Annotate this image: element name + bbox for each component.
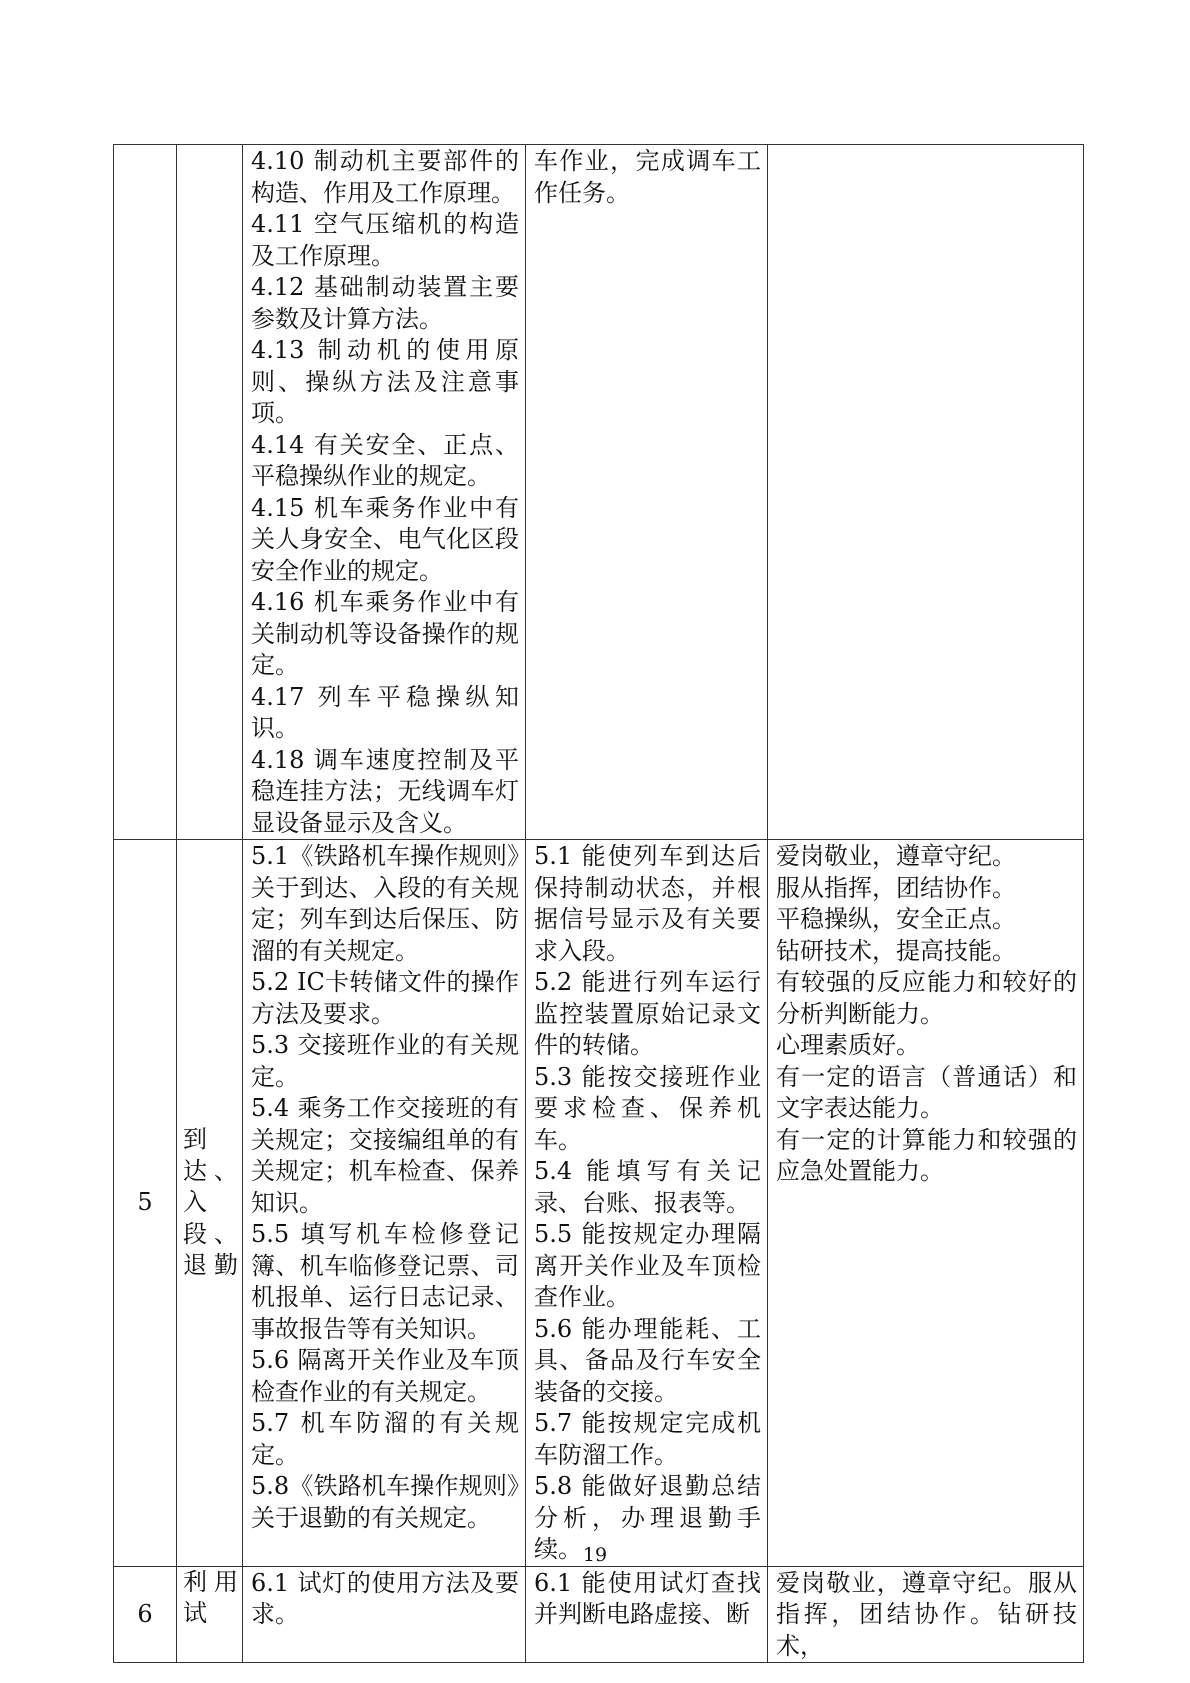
list-item: 平稳操纵，安全正点。: [776, 905, 1016, 933]
knowledge-cell: [243, 840, 526, 1567]
list-item: 爱岗敬业，遵章守纪。服从指挥，团结协作。钻研技术，: [776, 1568, 1077, 1660]
table-row: [114, 840, 1084, 1567]
list-item: 服从指挥，团结协作。: [776, 873, 1016, 902]
list-item: 5.4 能填写有关记录、台账、报表等。: [534, 1157, 761, 1217]
list-item: 5.5 填写机车检修登记簿、机车临修登记票、司机报单、运行日志记录、事故报告等有关知识。: [251, 1220, 519, 1343]
list-item: 5.5 能按规定办理隔离开关作业及车顶检查作业。: [534, 1220, 761, 1311]
list-item: 5.1 能使列车到达后保持制动状态，并根据信号显示及有关要求入段。: [534, 842, 761, 965]
work-module: 到达、入段、退勤: [177, 840, 243, 1567]
list-item: 4.12 基础制动装置主要参数及计算方法。: [251, 273, 519, 333]
row-number: [114, 145, 177, 840]
table-row: [114, 145, 1084, 840]
list-item: 4.13 制动机的使用原则、操纵方法及注意事项。: [251, 336, 519, 427]
list-item: 4.16 机车乘务作业中有关制动机等设备操作的规定。: [251, 588, 519, 679]
list-item: 有一定的计算能力和较强的应急处置能力。: [776, 1125, 1077, 1185]
standards-table: [113, 144, 1084, 1663]
skills-cell: [526, 145, 768, 840]
list-item: 5.3 能按交接班作业要求检查、保养机车。: [534, 1062, 761, 1154]
knowledge-cell: [243, 1566, 526, 1663]
list-item: 钻研技术，提高技能。: [776, 936, 1016, 965]
skills-cell: [526, 1566, 768, 1663]
row-number: 6: [114, 1566, 177, 1663]
list-item: 4.15 机车乘务作业中有关人身安全、电气化区段安全作业的规定。: [251, 493, 519, 585]
list-item: 5.2 IC卡转储文件的操作方法及要求。: [251, 968, 519, 1028]
list-item: 4.10 制动机主要部件的构造、作用及工作原理。: [251, 147, 519, 207]
list-item: 4.14 有关安全、正点、平稳操纵作业的规定。: [251, 430, 519, 490]
list-item: 5.6 隔离开关作业及车顶检查作业的有关规定。: [251, 1346, 519, 1406]
list-item: 4.18 调车速度控制及平稳连挂方法；无线调车灯显设备显示及含义。: [251, 745, 519, 837]
list-item: 5.7 机车防溜的有关规定。: [251, 1409, 519, 1469]
list-item: 5.6 能办理能耗、工具、备品及行车安全装备的交接。: [534, 1314, 761, 1406]
list-item: 5.7 能按规定完成机车防溜工作。: [534, 1409, 761, 1469]
quality-cell: [768, 840, 1084, 1567]
skills-cell: [526, 840, 768, 1567]
list-item: 心理素质好。: [776, 1031, 920, 1059]
list-item: 4.17 列车平稳操纵知识。: [251, 682, 519, 742]
list-item: 5.3 交接班作业的有关规定。: [251, 1031, 519, 1091]
work-module: [177, 145, 243, 840]
list-item: 5.2 能进行列车运行监控装置原始记录文件的转储。: [534, 968, 761, 1059]
table-row: [114, 1566, 1084, 1663]
list-item: 有较强的反应能力和较好的分析判断能力。: [776, 968, 1077, 1028]
knowledge-cell: [243, 145, 526, 840]
page-number: 19: [582, 1544, 608, 1566]
list-item: 5.1《铁路机车操作规则》关于到达、入段的有关规定；列车到达后保压、防溜的有关规定。: [251, 842, 519, 965]
list-item: 4.11 空气压缩机的构造及工作原理。: [251, 210, 519, 270]
row-number: 5: [114, 840, 177, 1567]
work-module: 利用试: [177, 1566, 243, 1663]
list-item: 有一定的语言（普通话）和文字表达能力。: [776, 1062, 1077, 1122]
list-item: 5.4 乘务工作交接班的有关规定；交接编组单的有关规定；机车检查、保养知识。: [251, 1094, 519, 1217]
list-item: 6.1 能使用试灯查找并判断电路虚接、断: [534, 1568, 761, 1628]
quality-cell: [768, 145, 1084, 840]
list-item: 车作业，完成调车工作任务。: [534, 147, 761, 207]
list-item: 5.8 能做好退勤总结分析，办理退勤手续。: [534, 1472, 761, 1563]
list-item: 5.8《铁路机车操作规则》关于退勤的有关规定。: [251, 1472, 519, 1532]
list-item: 6.1 试灯的使用方法及要求。: [251, 1568, 519, 1628]
quality-cell: [768, 1566, 1084, 1663]
list-item: 爱岗敬业，遵章守纪。: [776, 842, 1016, 870]
